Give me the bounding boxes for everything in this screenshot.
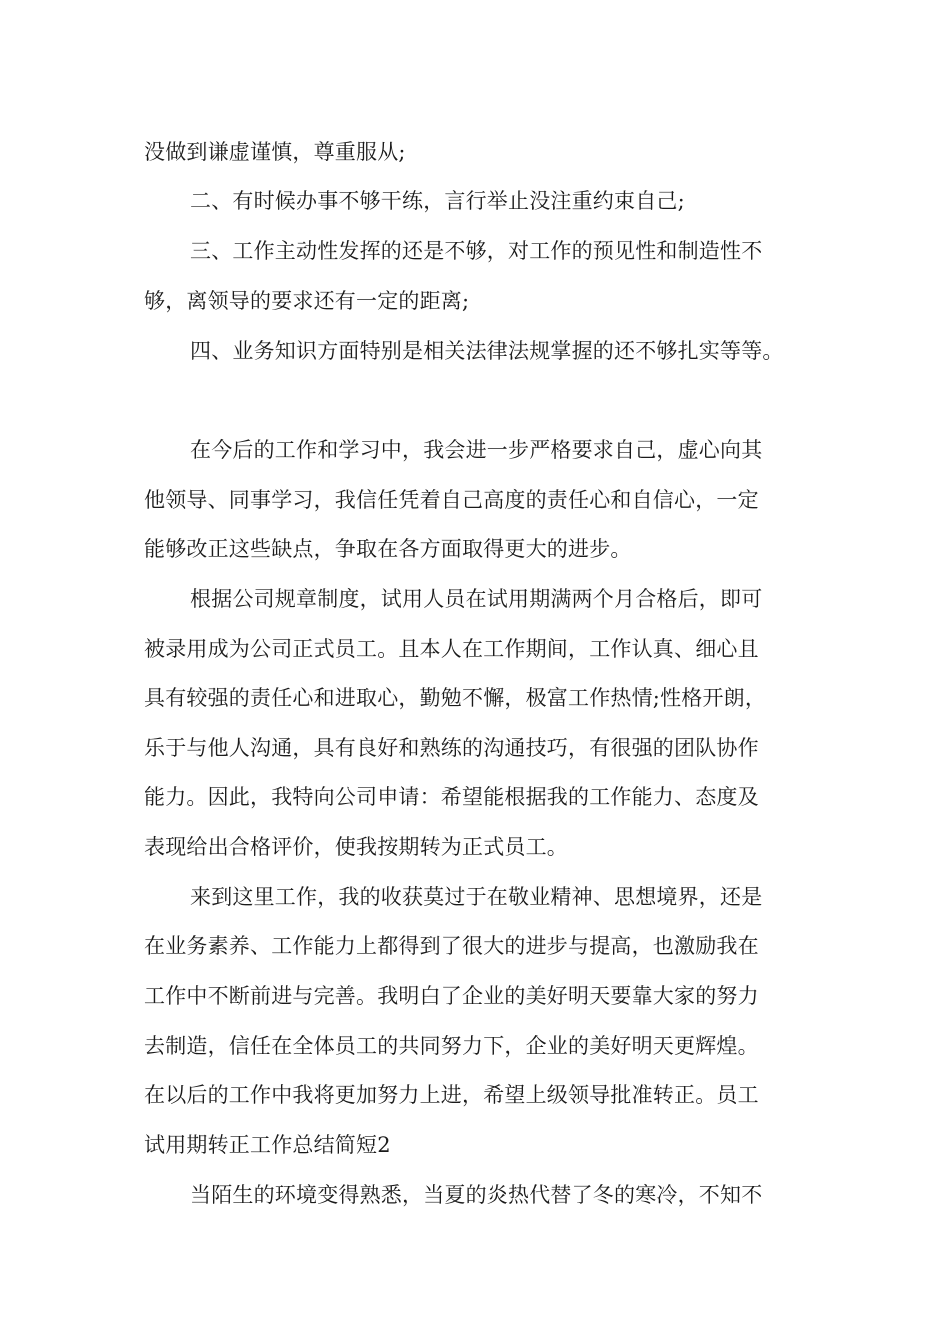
text-line: 在今后的工作和学习中，我会进一步严格要求自己，虚心向其 bbox=[190, 438, 763, 462]
text-line: 二、有时候办事不够干练，言行举止没注重约束自己; bbox=[190, 189, 685, 213]
text-line: 试用期转正工作总结简短2 bbox=[144, 1133, 391, 1157]
text-line: 没做到谦虚谨慎，尊重服从; bbox=[144, 140, 406, 164]
text-line: 根据公司规章制度，试用人员在试用期满两个月合格后，即可 bbox=[190, 587, 763, 611]
text-line: 工作中不断前进与完善。我明白了企业的美好明天要靠大家的努力 bbox=[144, 984, 759, 1008]
text-line: 四、业务知识方面特别是相关法律法规掌握的还不够扎实等等。 bbox=[190, 339, 784, 363]
text-line: 乐于与他人沟通，具有良好和熟练的沟通技巧，有很强的团队协作 bbox=[144, 736, 759, 760]
text-line: 在业务素养、工作能力上都得到了很大的进步与提高，也激励我在 bbox=[144, 934, 759, 958]
text-line: 能够改正这些缺点，争取在各方面取得更大的进步。 bbox=[144, 537, 632, 561]
text-line: 来到这里工作，我的收获莫过于在敬业精神、思想境界，还是 bbox=[190, 885, 763, 909]
text-line: 在以后的工作中我将更加努力上进，希望上级领导批准转正。员工 bbox=[144, 1083, 759, 1107]
text-line: 他领导、同事学习，我信任凭着自己高度的责任心和自信心，一定 bbox=[144, 488, 759, 512]
text-line: 去制造，信任在全体员工的共同努力下，企业的美好明天更辉煌。 bbox=[144, 1034, 759, 1058]
text-line: 能力。因此，我特向公司申请：希望能根据我的工作能力、态度及 bbox=[144, 785, 759, 809]
text-line: 够，离领导的要求还有一定的距离; bbox=[144, 289, 470, 313]
text-line: 当陌生的环境变得熟悉，当夏的炎热代替了冬的寒冷，不知不 bbox=[190, 1183, 763, 1207]
text-line: 三、工作主动性发挥的还是不够，对工作的预见性和制造性不 bbox=[190, 239, 763, 263]
text-line: 表现给出合格评价，使我按期转为正式员工。 bbox=[144, 835, 568, 859]
text-line: 被录用成为公司正式员工。且本人在工作期间，工作认真、细心且 bbox=[144, 637, 759, 661]
text-line: 具有较强的责任心和进取心，勤勉不懈，极富工作热情;性格开朗， bbox=[144, 686, 767, 710]
